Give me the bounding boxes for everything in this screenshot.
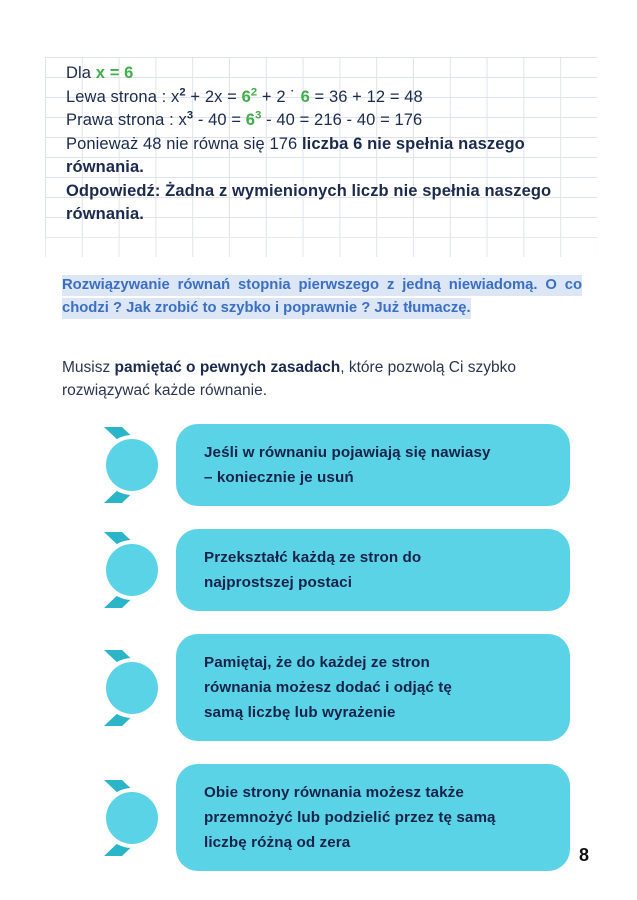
worked-example-line-2: Lewa strona : $x^2 + 2x = 6^2 + 2$ ˙ 6 = 36 + 12 = 48 (66, 86, 423, 106)
worked-example-answer: Odpowiedź: Żadna z wymienionych liczb nie spełnia naszego równania. (66, 181, 552, 223)
rule-line: Przekształć każdą ze stron do (204, 549, 422, 566)
rule-line: Jeśli w równaniu pojawiają się nawiasy (204, 444, 491, 461)
worked-example-line-4: Ponieważ 48 nie równa się 176 liczba 6 nie spełnia naszego równania. (66, 134, 525, 176)
rule-text-box (176, 634, 570, 741)
rule-line: Obie strony równania możesz także (204, 784, 464, 801)
list-item (100, 529, 570, 611)
rule-line: samą liczbę lub wyrażenie (204, 704, 396, 721)
rule-line: równania możesz dodać i odjąć tę (204, 679, 452, 696)
page-number: 8 (578, 845, 589, 865)
rule-line: – koniecznie je usuń (204, 469, 354, 486)
chevron-circle-icon (100, 530, 184, 610)
rules-list (100, 424, 570, 894)
body-paragraph-bold: pamiętać o pewnych zasadach (114, 359, 341, 376)
chevron-circle-icon (100, 648, 184, 728)
grid-paper-fade (45, 237, 597, 257)
list-item (100, 424, 570, 506)
worked-example-line-3: Prawa strona : $x^3 - 40 = 6^3 - 40 = 216 - 40 = 176$ (66, 109, 423, 129)
body-paragraph-after: , które pozwolą Ci szybko rozwiązywać każde równanie. (62, 359, 516, 399)
body-paragraph (62, 356, 582, 402)
list-item (100, 764, 570, 871)
worked-example (66, 62, 586, 227)
worked-example-line-1: Dla x = 6 (66, 64, 134, 82)
conclusion-bold: liczba 6 nie spełnia naszego równania. (66, 134, 525, 176)
list-item (100, 634, 570, 741)
rule-text-box (176, 529, 570, 611)
intro-highlight-paragraph (62, 274, 582, 320)
chevron-circle-icon (100, 425, 184, 505)
intro-highlight-text: Rozwiązywanie równań stopnia pierwszego z jedną niewiadomą. O co chodzi ? Jak zrobić to szybko i poprawnie ? Już tłumaczę. (62, 275, 582, 319)
body-paragraph-before: Musisz (62, 359, 115, 376)
rule-text-box (176, 424, 570, 506)
rule-line: Pamiętaj, że do każdej ze stron (204, 654, 430, 671)
rule-line: liczbę różną od zera (204, 834, 351, 851)
rule-line: przemnożyć lub podzielić przez tę samą (204, 809, 496, 826)
rule-text-box (176, 764, 570, 871)
rule-line: najprostszej postaci (204, 574, 353, 591)
value-x-equals-6: x = 6 (95, 64, 134, 82)
chevron-circle-icon (100, 778, 184, 858)
